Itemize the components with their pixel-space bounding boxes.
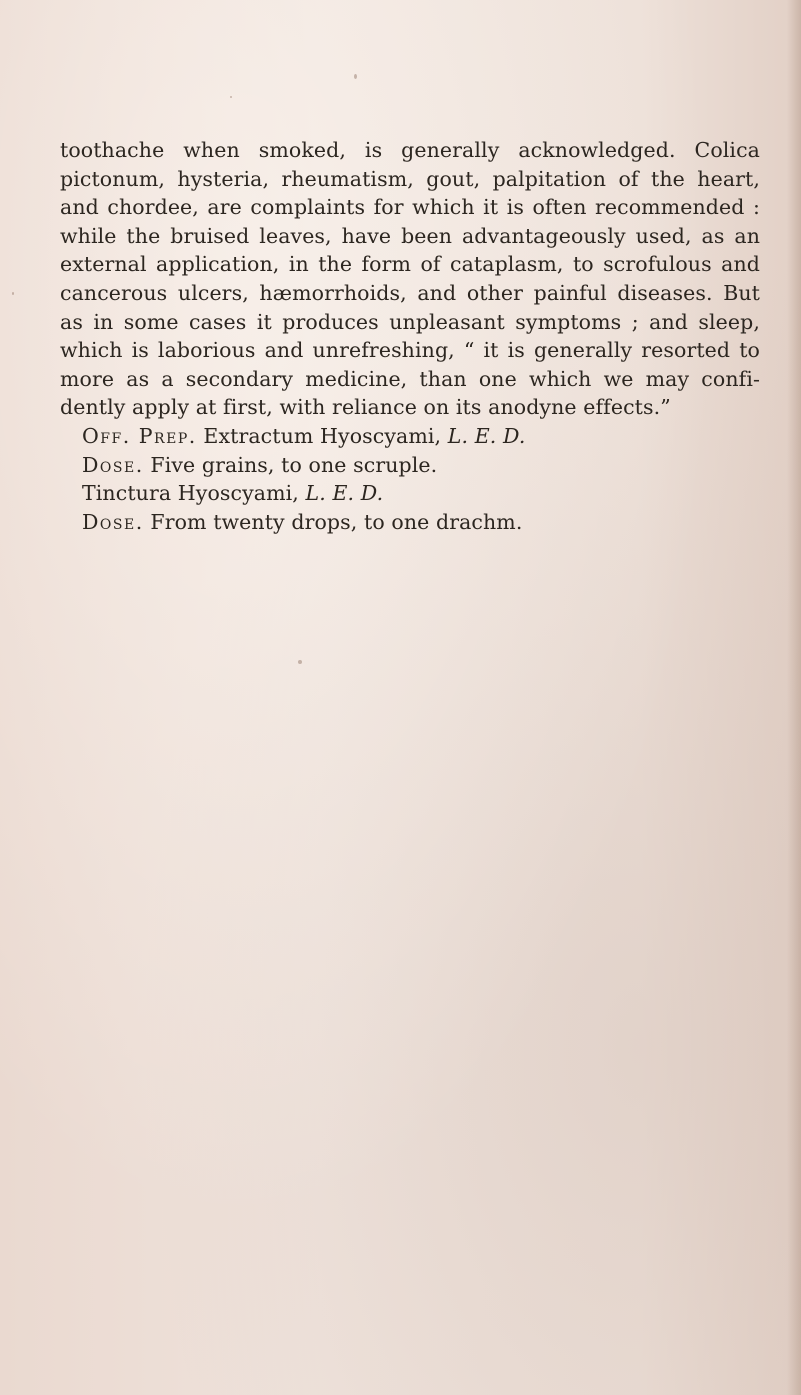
entry-text: Five grains, to one scruple. [150, 452, 438, 477]
dose-entry [60, 508, 760, 537]
page-speck [12, 292, 14, 295]
entry-refs: L. E. D. [447, 423, 526, 448]
paragraph-line: cancerous ulcers, hæmorrhoids, and other painful diseases. But [60, 280, 760, 305]
paragraph-line: which is laborious and unrefreshing, “ it is generally resorted to [60, 338, 760, 363]
entry-label: Dose. [82, 509, 144, 534]
entry-text: From twenty drops, to one drachm. [150, 509, 523, 534]
entry-text: Tinctura Hyoscyami, [82, 481, 299, 506]
page-speck [230, 96, 232, 98]
entry-label: Off. Prep. [82, 423, 197, 448]
dose-entry [60, 451, 760, 480]
entry-refs: L. E. D. [305, 481, 384, 506]
page-edge-shadow [787, 0, 801, 1395]
preparation-entry [60, 422, 760, 451]
paragraph-line: dently apply at first, with reliance on its anodyne effects.” [60, 395, 671, 420]
paragraph-line: more as a secondary medicine, than one which we may confi- [60, 366, 760, 391]
entry-text: Extractum Hyoscyami, [203, 423, 442, 448]
page-speck [298, 660, 302, 664]
text-body [60, 136, 760, 536]
paragraph-line: external application, in the form of cataplasm, to scrofulous and [60, 252, 760, 277]
paragraph-line: pictonum, hysteria, rheumatism, gout, palpitation of the heart, [60, 166, 760, 191]
page-speck [354, 74, 357, 79]
paragraph-line: while the bruised leaves, have been advantageously used, as an [60, 223, 760, 248]
preparation-entry [60, 479, 760, 508]
paragraph-line: and chordee, are complaints for which it is often recommended : [60, 195, 760, 220]
paragraph-line: toothache when smoked, is generally acknowledged. Colica [60, 138, 760, 162]
entry-label: Dose. [82, 452, 144, 477]
paragraph-line: as in some cases it produces unpleasant symptoms ; and sleep, [60, 309, 760, 334]
